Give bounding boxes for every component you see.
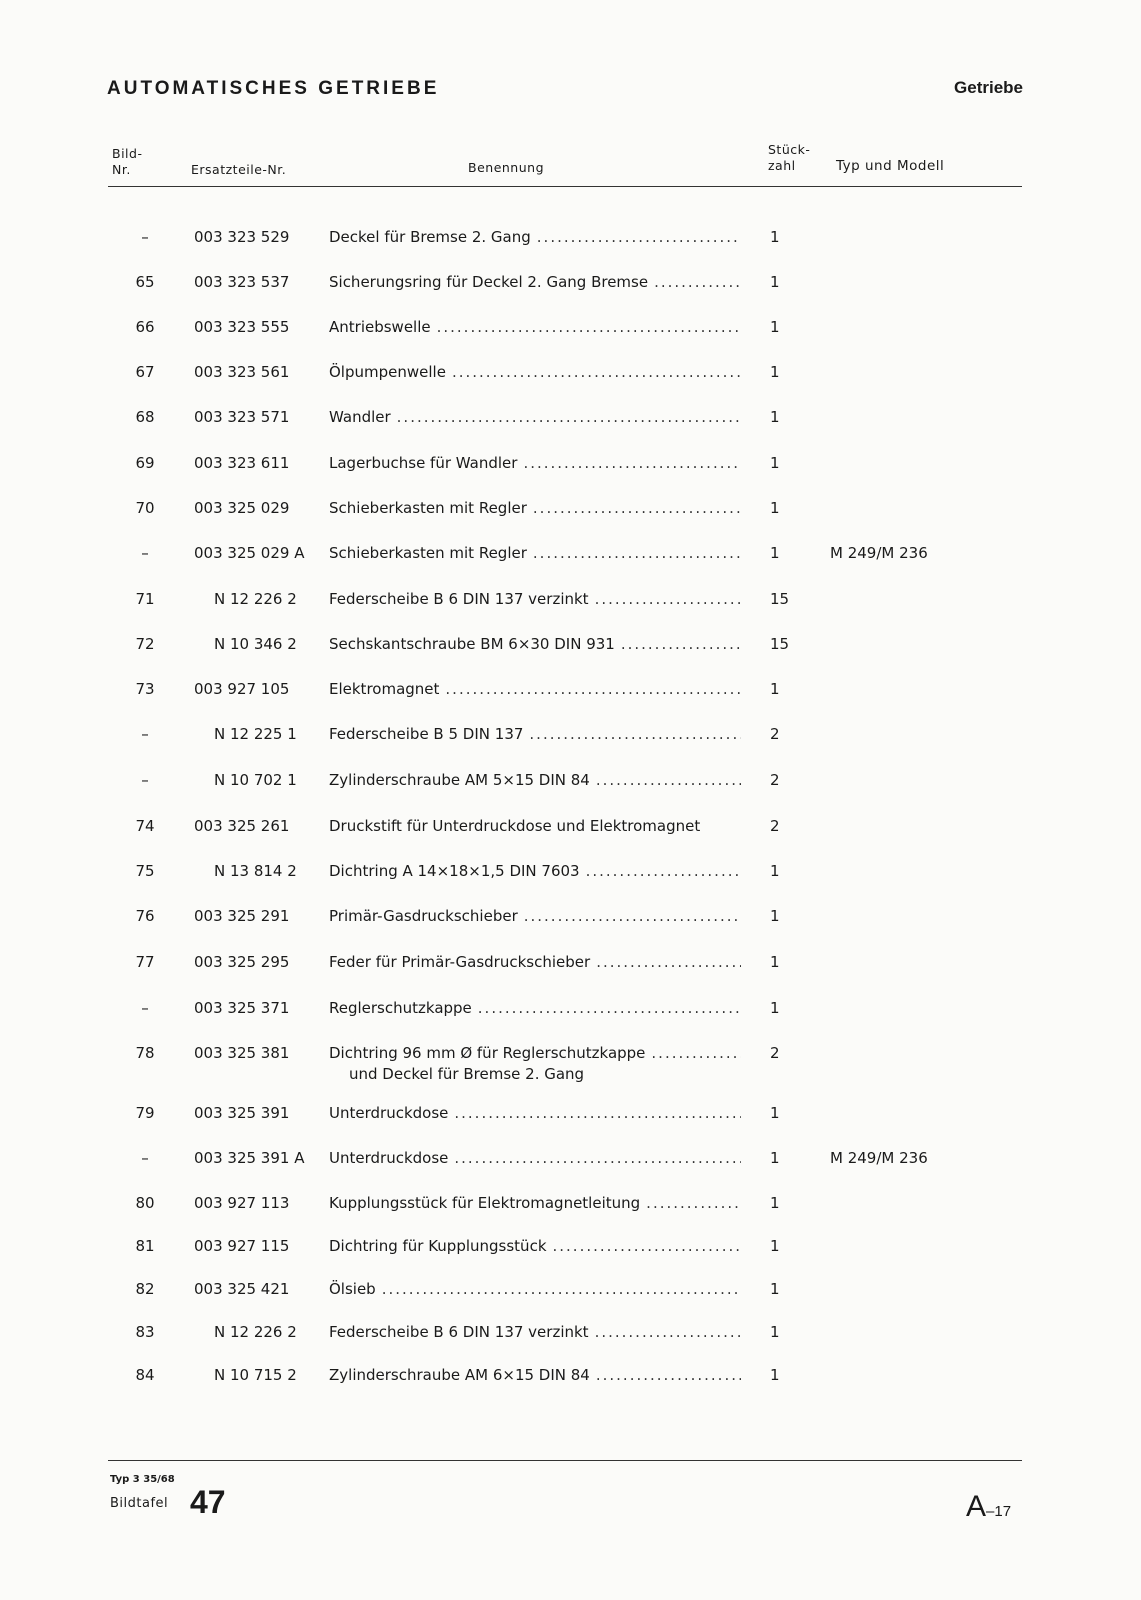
- part-name: Wandler: [329, 408, 391, 426]
- column-header-ersatzteile: Ersatzteile-Nr.: [191, 162, 287, 177]
- leader-dots: [596, 1366, 741, 1384]
- leader-dots: [478, 999, 741, 1017]
- quantity: 1: [770, 454, 780, 472]
- quantity: 1: [770, 999, 780, 1017]
- part-description: [329, 454, 741, 472]
- leader-dots: [523, 454, 741, 472]
- quantity: 1: [770, 1323, 780, 1341]
- footer-typ: Typ 3 35/68: [110, 1474, 175, 1485]
- part-number: 003 927 105: [194, 680, 290, 698]
- bild-number: 79: [135, 1104, 155, 1122]
- part-name: Reglerschutzkappe: [329, 999, 472, 1017]
- bild-number: 83: [135, 1323, 155, 1341]
- bild-number: 75: [135, 862, 155, 880]
- footer-bildtafel-label: Bildtafel: [110, 1496, 169, 1511]
- part-number: 003 325 381: [194, 1044, 290, 1062]
- leader-dots: [445, 680, 741, 698]
- part-description: [329, 680, 741, 698]
- part-number: 003 325 391: [194, 1104, 290, 1122]
- leader-dots: [553, 1237, 742, 1255]
- leader-dots: [382, 1280, 741, 1298]
- leader-dots: [595, 590, 741, 608]
- part-description: [329, 771, 741, 789]
- column-header-benennung: Benennung: [468, 160, 545, 175]
- bild-number: 73: [135, 680, 155, 698]
- part-name: Federscheibe B 6 DIN 137 verzinkt: [329, 1323, 589, 1341]
- quantity: 1: [770, 544, 780, 562]
- part-description: [329, 1149, 741, 1167]
- column-header-bild: [112, 146, 142, 178]
- part-number: 003 325 421: [194, 1280, 290, 1298]
- part-number: 003 325 391 A: [194, 1149, 305, 1167]
- quantity: 2: [770, 771, 780, 789]
- part-description: [329, 1366, 741, 1384]
- quantity: 1: [770, 1366, 780, 1384]
- part-name: Federscheibe B 5 DIN 137: [329, 725, 524, 743]
- footer-divider: [108, 1460, 1022, 1461]
- part-description: [329, 999, 741, 1017]
- bild-number: 80: [135, 1194, 155, 1212]
- part-description: [329, 544, 741, 562]
- part-name: Federscheibe B 6 DIN 137 verzinkt: [329, 590, 589, 608]
- part-name: Dichtring 96 mm Ø für Reglerschutzkappe: [329, 1044, 646, 1062]
- bild-number: 68: [135, 408, 155, 426]
- part-number: 003 323 555: [194, 318, 290, 336]
- part-number: 003 323 561: [194, 363, 290, 381]
- quantity: 2: [770, 725, 780, 743]
- leader-dots: [621, 635, 741, 653]
- part-number: 003 325 371: [194, 999, 290, 1017]
- leader-dots: [454, 1104, 741, 1122]
- part-description: [329, 862, 741, 880]
- part-number: 003 325 291: [194, 907, 290, 925]
- part-number: 003 325 029: [194, 499, 290, 517]
- part-description: [329, 817, 741, 835]
- part-number: 003 323 529: [194, 228, 290, 246]
- part-description: [329, 1237, 741, 1255]
- bild-number: 71: [135, 590, 155, 608]
- part-number: 003 323 611: [194, 454, 290, 472]
- part-description: [329, 1104, 741, 1122]
- bild-number: 82: [135, 1280, 155, 1298]
- bild-number: 77: [135, 953, 155, 971]
- part-number: N 12 226 2: [214, 1323, 297, 1341]
- column-header-bild-line2: Nr.: [112, 162, 131, 177]
- bild-number: 74: [135, 817, 155, 835]
- part-description: [329, 725, 741, 743]
- bild-number: 78: [135, 1044, 155, 1062]
- part-description: [329, 408, 741, 426]
- part-name: Unterdruckdose: [329, 1149, 449, 1167]
- column-header-stueck-line1: Stück-: [768, 142, 811, 157]
- part-name-continued: und Deckel für Bremse 2. Gang: [349, 1065, 585, 1083]
- quantity: 1: [770, 680, 780, 698]
- bild-number: –: [141, 544, 149, 562]
- quantity: 1: [770, 318, 780, 336]
- quantity: 1: [770, 408, 780, 426]
- part-number: 003 325 295: [194, 953, 290, 971]
- leader-dots: [437, 318, 741, 336]
- leader-dots: [524, 907, 741, 925]
- leader-dots: [586, 862, 741, 880]
- quantity: 1: [770, 1237, 780, 1255]
- leader-dots: [651, 1044, 741, 1062]
- bild-number: 72: [135, 635, 155, 653]
- page-separator: –: [986, 1503, 995, 1520]
- bild-number: 69: [135, 454, 155, 472]
- part-name: Feder für Primär-Gasdruckschieber: [329, 953, 591, 971]
- column-header-stueckzahl: [768, 142, 810, 174]
- quantity: 1: [770, 363, 780, 381]
- part-name: Sechskantschraube BM 6×30 DIN 931: [329, 635, 615, 653]
- part-name: Dichtring für Kupplungsstück: [329, 1237, 547, 1255]
- part-name: Antriebswelle: [329, 318, 431, 336]
- leader-dots: [595, 1323, 741, 1341]
- section-label: Getriebe: [954, 78, 1023, 97]
- bild-number: –: [141, 771, 149, 789]
- quantity: 1: [770, 273, 780, 291]
- part-description: [329, 590, 741, 608]
- part-name: Ölpumpenwelle: [329, 363, 446, 381]
- part-number: N 13 814 2: [214, 862, 297, 880]
- quantity: 1: [770, 862, 780, 880]
- leader-dots: [529, 725, 741, 743]
- part-number: 003 927 115: [194, 1237, 290, 1255]
- page-num: 17: [994, 1503, 1012, 1520]
- part-name: Unterdruckdose: [329, 1104, 449, 1122]
- part-name: Kupplungsstück für Elektromagnetleitung: [329, 1194, 641, 1212]
- part-number: N 12 226 2: [214, 590, 297, 608]
- leader-dots: [537, 228, 741, 246]
- bild-number: –: [141, 228, 149, 246]
- part-name: Zylinderschraube AM 6×15 DIN 84: [329, 1366, 590, 1384]
- bild-number: 81: [135, 1237, 155, 1255]
- quantity: 1: [770, 1149, 780, 1167]
- leader-dots: [596, 771, 741, 789]
- quantity: 2: [770, 1044, 780, 1062]
- bild-number: –: [141, 1149, 149, 1167]
- part-description: [329, 907, 741, 925]
- bild-number: 66: [135, 318, 155, 336]
- part-description: [329, 273, 741, 291]
- bild-number: –: [141, 725, 149, 743]
- part-number: N 10 346 2: [214, 635, 297, 653]
- quantity: 15: [770, 635, 790, 653]
- quantity: 1: [770, 907, 780, 925]
- model-type: M 249/M 236: [830, 1149, 928, 1167]
- page-number: [966, 1490, 1011, 1524]
- part-description: [329, 1044, 741, 1062]
- part-description: [329, 1323, 741, 1341]
- leader-dots: [646, 1194, 741, 1212]
- bild-number: 65: [135, 273, 155, 291]
- bild-number: –: [141, 999, 149, 1017]
- bild-number: 76: [135, 907, 155, 925]
- bild-number: 67: [135, 363, 155, 381]
- part-name: Sicherungsring für Deckel 2. Gang Bremse: [329, 273, 649, 291]
- part-number: 003 323 537: [194, 273, 290, 291]
- quantity: 1: [770, 1280, 780, 1298]
- page-title: AUTOMATISCHES GETRIEBE: [107, 78, 440, 99]
- part-description: [329, 1194, 741, 1212]
- part-number: N 10 702 1: [214, 771, 297, 789]
- part-name: Deckel für Bremse 2. Gang: [329, 228, 531, 246]
- page-letter: A: [966, 1490, 987, 1523]
- part-number: 003 325 029 A: [194, 544, 305, 562]
- part-description: [329, 499, 741, 517]
- part-description: [329, 318, 741, 336]
- part-name: Dichtring A 14×18×1,5 DIN 7603: [329, 862, 580, 880]
- leader-dots: [596, 953, 741, 971]
- quantity: 1: [770, 1194, 780, 1212]
- column-header-bild-line1: Bild-: [112, 146, 143, 161]
- quantity: 1: [770, 499, 780, 517]
- part-name: Schieberkasten mit Regler: [329, 499, 527, 517]
- part-name: Schieberkasten mit Regler: [329, 544, 527, 562]
- model-type: M 249/M 236: [830, 544, 928, 562]
- part-name: Zylinderschraube AM 5×15 DIN 84: [329, 771, 590, 789]
- leader-dots: [533, 544, 741, 562]
- leader-dots: [397, 408, 741, 426]
- part-number: N 12 225 1: [214, 725, 297, 743]
- part-name: Ölsieb: [329, 1280, 376, 1298]
- part-name: Lagerbuchse für Wandler: [329, 454, 518, 472]
- leader-dots: [454, 1149, 741, 1167]
- quantity: 1: [770, 953, 780, 971]
- leader-dots: [452, 363, 741, 381]
- part-number: 003 927 113: [194, 1194, 290, 1212]
- bild-number: 70: [135, 499, 155, 517]
- bild-number: 84: [135, 1366, 155, 1384]
- part-description: [329, 635, 741, 653]
- leader-dots: [533, 499, 741, 517]
- column-header-typ: Typ und Modell: [836, 158, 945, 174]
- header-divider: [108, 186, 1022, 187]
- part-description: [329, 953, 741, 971]
- part-name: Elektromagnet: [329, 680, 440, 698]
- footer-bildtafel-number: 47: [190, 1484, 226, 1520]
- leader-dots: [654, 273, 741, 291]
- part-number: 003 323 571: [194, 408, 290, 426]
- part-description: [329, 228, 741, 246]
- quantity: 1: [770, 228, 780, 246]
- part-description: [329, 1280, 741, 1298]
- part-name: Primär-Gasdruckschieber: [329, 907, 518, 925]
- part-number: N 10 715 2: [214, 1366, 297, 1384]
- part-name: Druckstift für Unterdruckdose und Elektromagnet: [329, 817, 701, 835]
- column-header-stueck-line2: zahl: [768, 158, 796, 173]
- quantity: 1: [770, 1104, 780, 1122]
- part-number: 003 325 261: [194, 817, 290, 835]
- part-description: [329, 363, 741, 381]
- quantity: 15: [770, 590, 790, 608]
- quantity: 2: [770, 817, 780, 835]
